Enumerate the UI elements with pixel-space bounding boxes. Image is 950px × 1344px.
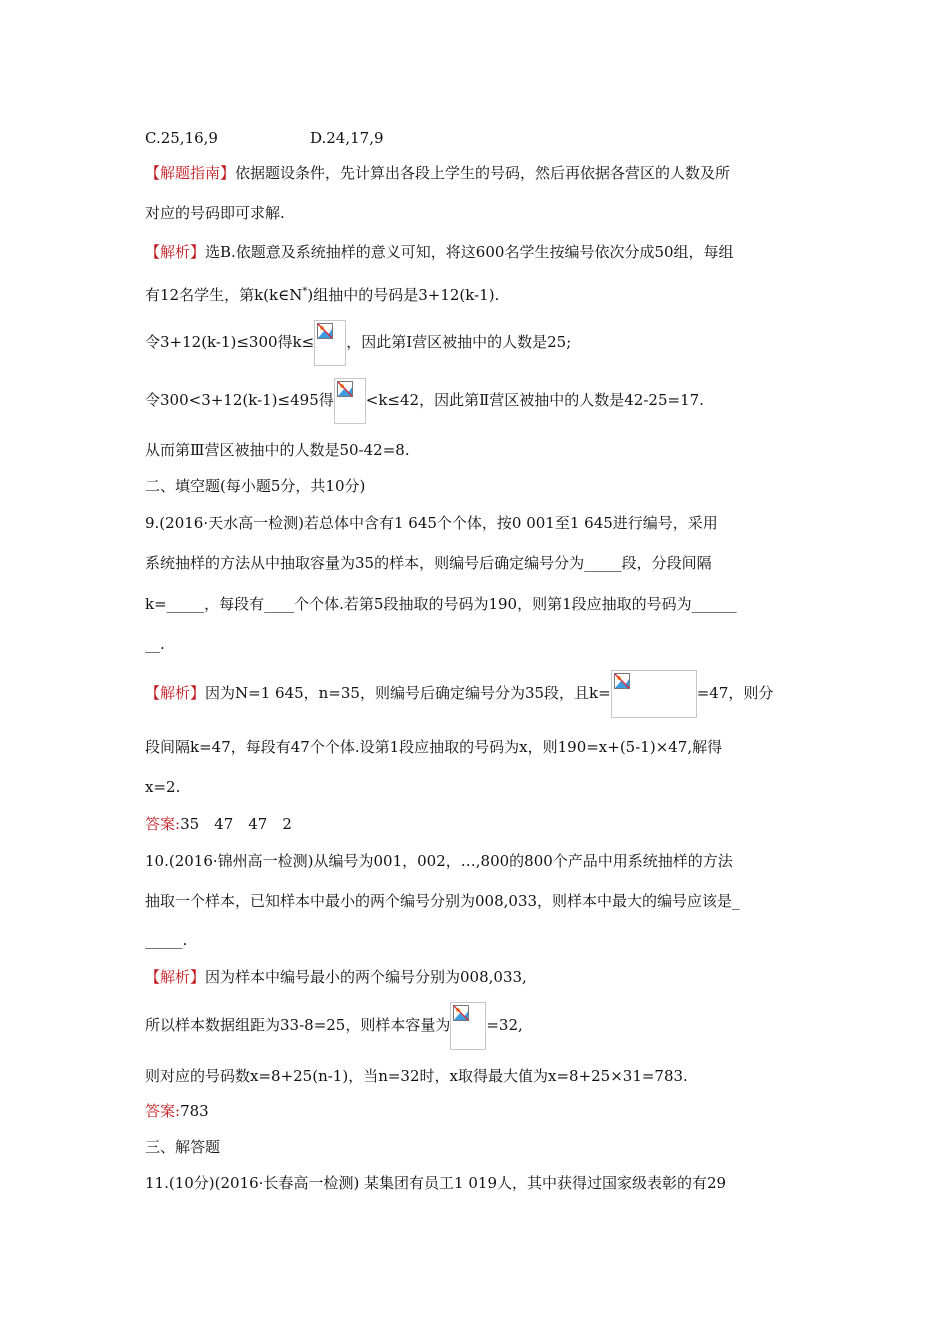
analysis-text: 选B.依题意及系统抽样的意义可知，将这600名学生按编号依次分成50组，每组: [205, 243, 734, 261]
answer-9: [145, 814, 292, 834]
a10-line-2: [145, 1002, 523, 1050]
formula-image: [334, 378, 366, 424]
a9-line-1: [145, 670, 773, 718]
options-line: [145, 128, 384, 148]
guide-text: 依据题设条件，先计算出各段上学生的号码，然后再依据各营区的人数及所: [235, 164, 731, 182]
q9-line-2: 系统抽样的方法从中抽取容量为35的样本，则编号后确定编号分为_____段，分段间隔: [145, 554, 712, 572]
a9-line-3: x=2.: [145, 778, 181, 796]
analysis-label: 【解析】: [145, 684, 206, 702]
a10-text-b: =32,: [486, 1016, 523, 1034]
ling2-text-b: <k≤42，因此第Ⅱ营区被抽中的人数是42-25=17.: [365, 391, 704, 409]
answer-label: 答案:: [145, 1102, 181, 1120]
a9-text-a: 因为N=1 645，n=35，则编号后确定编号分为35段，且k=: [205, 684, 611, 702]
a10-text-a: 所以样本数据组距为33-8=25，则样本容量为: [145, 1016, 451, 1034]
section-2-heading: 二、填空题(每小题5分，共10分): [145, 477, 366, 495]
ling1-text-a: 令3+12(k-1)≤300得k≤: [145, 333, 315, 351]
option-d: D.24,17,9: [310, 129, 384, 147]
q11-line-1: 11.(10分)(2016·长春高一检测) 某集团有员工1 019人，其中获得过国家级表彰的有29: [145, 1174, 727, 1192]
formula-image: [450, 1002, 486, 1050]
ling-line-2: [145, 378, 704, 424]
analysis-label: 【解析】: [145, 968, 206, 986]
broken-image-icon: [614, 673, 630, 689]
q9-line-3: k=_____，每段有____个个体.若第5段抽取的号码为190，则第1段应抽取的号码为______: [145, 595, 737, 613]
analysis-text-2b: )组抽中的号码是3+12(k-1).: [307, 286, 500, 304]
q9-line-1: 9.(2016·天水高一检测)若总体中含有1 645个个体，按0 001至1 645进行编号，采用: [145, 514, 718, 532]
guide-label: 【解题指南】: [145, 164, 236, 182]
a10-text: 因为样本中编号最小的两个编号分别为008,033,: [205, 968, 527, 986]
section-3-heading: 三、解答题: [145, 1138, 221, 1156]
guide-line-2: 对应的号码即可求解.: [145, 204, 285, 222]
answer-10: [145, 1101, 209, 1121]
q10-line-1: 10.(2016·锦州高一检测)从编号为001，002，…,800的800个产品中用系统抽样的方法: [145, 852, 733, 870]
formula-image: [611, 670, 697, 718]
analysis-line-1: [145, 242, 734, 262]
a9-line-2: 段间隔k=47，每段有47个个体.设第1段应抽取的号码为x，则190=x+(5-1)×47,解得: [145, 738, 723, 756]
answer-label: 答案:: [145, 815, 181, 833]
a9-text-b: =47，则分: [696, 684, 774, 702]
superscript-star: *: [302, 286, 308, 297]
a10-line-1: [145, 967, 527, 987]
answer-value: 35 47 47 2: [180, 815, 292, 833]
analysis-label: 【解析】: [145, 243, 206, 261]
analysis-line-2: [145, 282, 499, 305]
a10-line-3: 则对应的号码数x=8+25(n-1)，当n=32时，x取得最大值为x=8+25×31=783.: [145, 1067, 688, 1085]
congre-line: 从而第Ⅲ营区被抽中的人数是50-42=8.: [145, 441, 410, 459]
broken-image-icon: [337, 381, 353, 397]
guide-line-1: [145, 163, 730, 183]
ling-line-1: [145, 320, 571, 366]
ling2-text-a: 令300<3+12(k-1)≤495得: [145, 391, 334, 409]
option-c: C.25,16,9: [145, 129, 218, 147]
broken-image-icon: [317, 323, 333, 339]
formula-image: [314, 320, 346, 366]
analysis-text-2a: 有12名学生，第k(k∈N: [145, 286, 303, 304]
q10-line-3: _____.: [145, 931, 188, 949]
ling1-text-b: ，因此第Ⅰ营区被抽中的人数是25;: [346, 333, 572, 351]
broken-image-icon: [453, 1005, 469, 1021]
q10-line-2: 抽取一个样本，已知样本中最小的两个编号分别为008,033，则样本中最大的编号应该是_: [145, 892, 740, 910]
answer-value: 783: [180, 1102, 209, 1120]
q9-line-4: __.: [145, 635, 165, 653]
